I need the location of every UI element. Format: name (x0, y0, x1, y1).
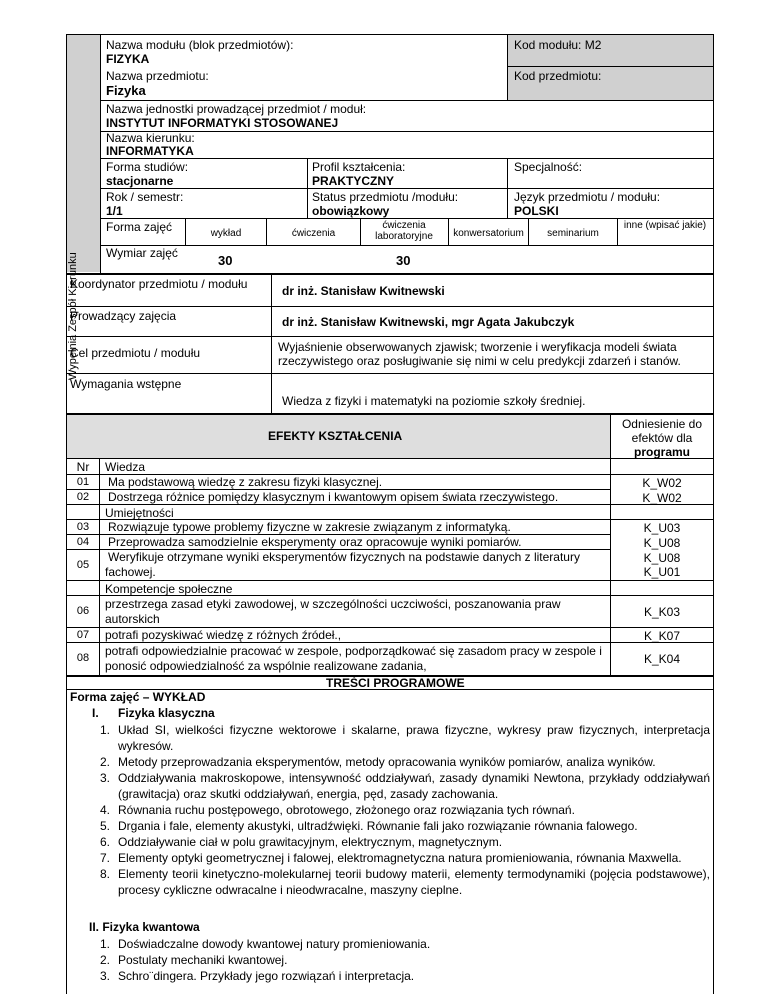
effects-ref-header-2: efektów dla (631, 431, 693, 445)
section1-number: I. (92, 706, 99, 720)
effect-nr-06: 06 (76, 605, 90, 617)
effect-text-04: Przeprowadza samodzielnie eksperymenty oraz opracowuje wyniki pomiarów. (108, 535, 522, 549)
module-name-value: FIZYKA (106, 52, 150, 66)
subject-name-value: Fizyka (106, 83, 146, 98)
effect-nr-03: 03 (76, 521, 90, 533)
class-form-label: Forma zajęć (106, 220, 173, 234)
effect-ref-03: K_U03 (643, 521, 681, 535)
category-knowledge: Wiedza (105, 460, 146, 474)
effect-ref-05b: K_U01 (643, 565, 681, 579)
sidebar-column (67, 35, 100, 272)
section1-item-text-cont: procesy cykliczne odwracalne i nieodwracalne, maszyny cieplne. (118, 883, 463, 897)
field-value: INFORMATYKA (106, 144, 194, 158)
section2-item-text: Doświadczalne dowody kwantowej natury promieniowania. (118, 937, 431, 951)
class-type-seminar: seminarium (547, 228, 599, 239)
language-value: POLSKI (514, 204, 559, 218)
section1-item-number: 2. (99, 755, 110, 769)
effect-ref-07: K_K07 (643, 629, 681, 643)
section1-item-number: 5. (99, 819, 110, 833)
unit-value: INSTYTUT INFORMATYKI STOSOWANEJ (106, 116, 339, 130)
class-type-other: inne (wpisać jakie) (623, 220, 707, 231)
goal-label: Cel przedmiotu / modułu (70, 346, 201, 360)
specialty-label: Specjalność: (514, 160, 583, 174)
effect-nr-07: 07 (76, 629, 90, 641)
teachers-value: dr inż. Stanisław Kwitnewski, mgr Agata Jakubczyk (282, 315, 575, 329)
section1-item-text: Układ SI, wielkości fizyczne wektorowe i skalarne, prawa fizyczne, wykresy praw fizycznych, interpretacja (118, 723, 710, 737)
subject-code-label: Kod przedmiotu: (514, 69, 602, 83)
field-label: Nazwa kierunku: (106, 131, 195, 145)
section2-item-number: 3. (99, 969, 110, 983)
section2-item-number: 2. (99, 953, 110, 967)
effect-text-06-line2: autorskich (105, 612, 160, 626)
effect-nr-01: 01 (76, 476, 90, 488)
section1-item-number: 4. (99, 803, 110, 817)
category-skills: Umiejętności (105, 506, 174, 520)
class-type-exercises: ćwiczenia (291, 228, 336, 239)
effects-ref-header-3: programu (633, 445, 690, 459)
effect-ref-06: K_K03 (643, 605, 681, 619)
class-type-lab: ćwiczenia laboratoryjne (375, 220, 433, 242)
effect-text-01: Ma podstawową wiedzę z zakresu fizyki klasycznej. (108, 475, 383, 489)
effect-text-02: Dostrzega różnice pomiędzy klasycznym i kwantowym opisem świata rzeczywistego. (108, 490, 559, 504)
section1-item-text: Drgania i fale, elementy akustyki, ultradźwięki. Równanie fali jako rozwiązanie równania falowego. (118, 819, 638, 833)
status-value: obowiązkowy (312, 204, 390, 218)
section1-item-number: 8. (99, 867, 110, 881)
requirements-value: Wiedza z fizyki i matematyki na poziomie szkoły średniej. (282, 394, 586, 408)
section1-item-text: Elementy teorii kinetyczno-molekularnej teorii budowy materii, elementy termodynamiki (pojęcia podstawowe), (118, 867, 710, 881)
module-code-label: Kod modułu: M2 (514, 38, 602, 52)
section1-item-text-cont: wykresów. (118, 739, 174, 753)
section2-item-number: 1. (99, 937, 110, 951)
effect-text-08-line2: ponosić odpowiedzialność za wspólnie realizowane zadania, (105, 659, 427, 673)
teachers-label: Prowadzący zajęcia (70, 309, 177, 323)
effects-ref-header-1: Odniesienie do (621, 417, 703, 431)
effect-text-07: potrafi pozyskiwać wiedzę z różnych źródeł., (105, 628, 342, 642)
section1-item-text: Równania ruchu postępowego, obrotowego, złożonego oraz rozwiązania tych równań. (118, 803, 575, 817)
study-form-value: stacjonarne (106, 174, 174, 188)
class-type-conversatory: konwersatorium (453, 228, 524, 239)
effect-ref-04: K_U08 (643, 536, 681, 550)
program-form: Forma zajęć – WYKŁAD (70, 690, 206, 704)
effect-ref-02: K_W02 (642, 491, 682, 505)
section2-item-text: Postulaty mechaniki kwantowej. (118, 953, 288, 967)
sidebar-vertical-label: Wypełnia Zespół Kierunku (67, 252, 79, 380)
section1-title: Fizyka klasyczna (118, 706, 215, 720)
section2-item-text: Schro¨dingera. Przykłady jego rozwiązań i interpretacja. (118, 969, 415, 983)
effect-text-05-line2: fachowej. (105, 565, 156, 579)
effects-nr-header: Nr (76, 460, 90, 474)
class-type-lecture: wykład (210, 228, 242, 239)
effects-title: EFEKTY KSZTAŁCENIA (268, 429, 403, 443)
program-title: TREŚCI PROGRAMOWE (326, 676, 465, 690)
effect-text-06-line1: przestrzega zasad etyki zawodowej, w szczególności uczciwości, poszanowania praw (105, 597, 561, 611)
effect-nr-08: 08 (76, 652, 90, 664)
profile-label: Profil kształcenia: (312, 160, 406, 174)
section2-title: II. Fizyka kwantowa (89, 920, 200, 934)
section1-item-text: Oddziaływania makroskopowe, intensywność oddziaływań, zasady dynamiki Newtona, przykłady oddziaływań (118, 771, 710, 785)
module-name-label: Nazwa modułu (blok przedmiotów): (106, 38, 294, 52)
unit-label: Nazwa jednostki prowadzącej przedmiot / moduł: (106, 102, 367, 116)
requirements-label: Wymagania wstępne (70, 377, 182, 391)
section1-item-number: 6. (99, 835, 110, 849)
effect-nr-02: 02 (76, 491, 90, 503)
study-form-label: Forma studiów: (106, 160, 189, 174)
coordinator-label: Koordynator przedmiotu / modułu (70, 277, 248, 291)
effect-nr-05: 05 (76, 559, 90, 571)
section1-item-text: Oddziaływanie ciał w polu grawitacyjnym, elektrycznym, magnetycznym. (118, 835, 503, 849)
effect-ref-01: K_W02 (642, 476, 682, 490)
section1-item-number: 3. (99, 771, 110, 785)
hours-label: Wymiar zajęć (106, 246, 178, 260)
category-social: Kompetencje społeczne (105, 582, 233, 596)
hours-lecture: 30 (218, 253, 233, 268)
goal-value-1: Wyjaśnienie obserwowanych zjawisk; tworzenie i weryfikacja modeli świata (278, 340, 677, 354)
section1-item-number: 1. (99, 723, 110, 737)
effect-text-03: Rozwiązuje typowe problemy fizyczne w zakresie związanym z informatyką. (108, 520, 511, 534)
effect-text-08-line1: potrafi odpowiedzialnie pracować w zespole, podporządkować się zasadom pracy w zespole i (105, 644, 602, 658)
section1-item-text-cont: (grawitacja) oraz skutki oddziaływań, energia, pęd, zasady zachowania. (118, 787, 499, 801)
year-value: 1/1 (106, 204, 123, 218)
hours-lab: 30 (396, 253, 411, 268)
effect-nr-04: 04 (76, 536, 90, 548)
effect-ref-08: K_K04 (643, 652, 681, 666)
section1-item-text: Metody przeprowadzania eksperymentów, metody opracowania wyników pomiarów, analiza wyników. (118, 755, 656, 769)
effect-text-05-line1: Weryfikuje otrzymane wyniki eksperymentów fizycznych na podstawie danych z literatury (108, 550, 580, 564)
coordinator-value: dr inż. Stanisław Kwitnewski (282, 284, 445, 298)
section1-item-number: 7. (99, 851, 110, 865)
goal-value-2: rzeczywistego oraz posługiwanie się nimi w celu predykcji zdarzeń i stanów. (278, 354, 681, 368)
profile-value: PRAKTYCZNY (312, 174, 395, 188)
year-label: Rok / semestr: (106, 190, 184, 204)
section1-item-text: Elementy optyki geometrycznej i falowej, elektromagnetyczna natura promieniowania, równania Maxwella. (118, 851, 682, 865)
language-label: Język przedmiotu / modułu: (514, 190, 661, 204)
status-label: Status przedmiotu /modułu: (312, 190, 459, 204)
subject-name-label: Nazwa przedmiotu: (106, 69, 209, 83)
effect-ref-05a: K_U08 (643, 551, 681, 565)
